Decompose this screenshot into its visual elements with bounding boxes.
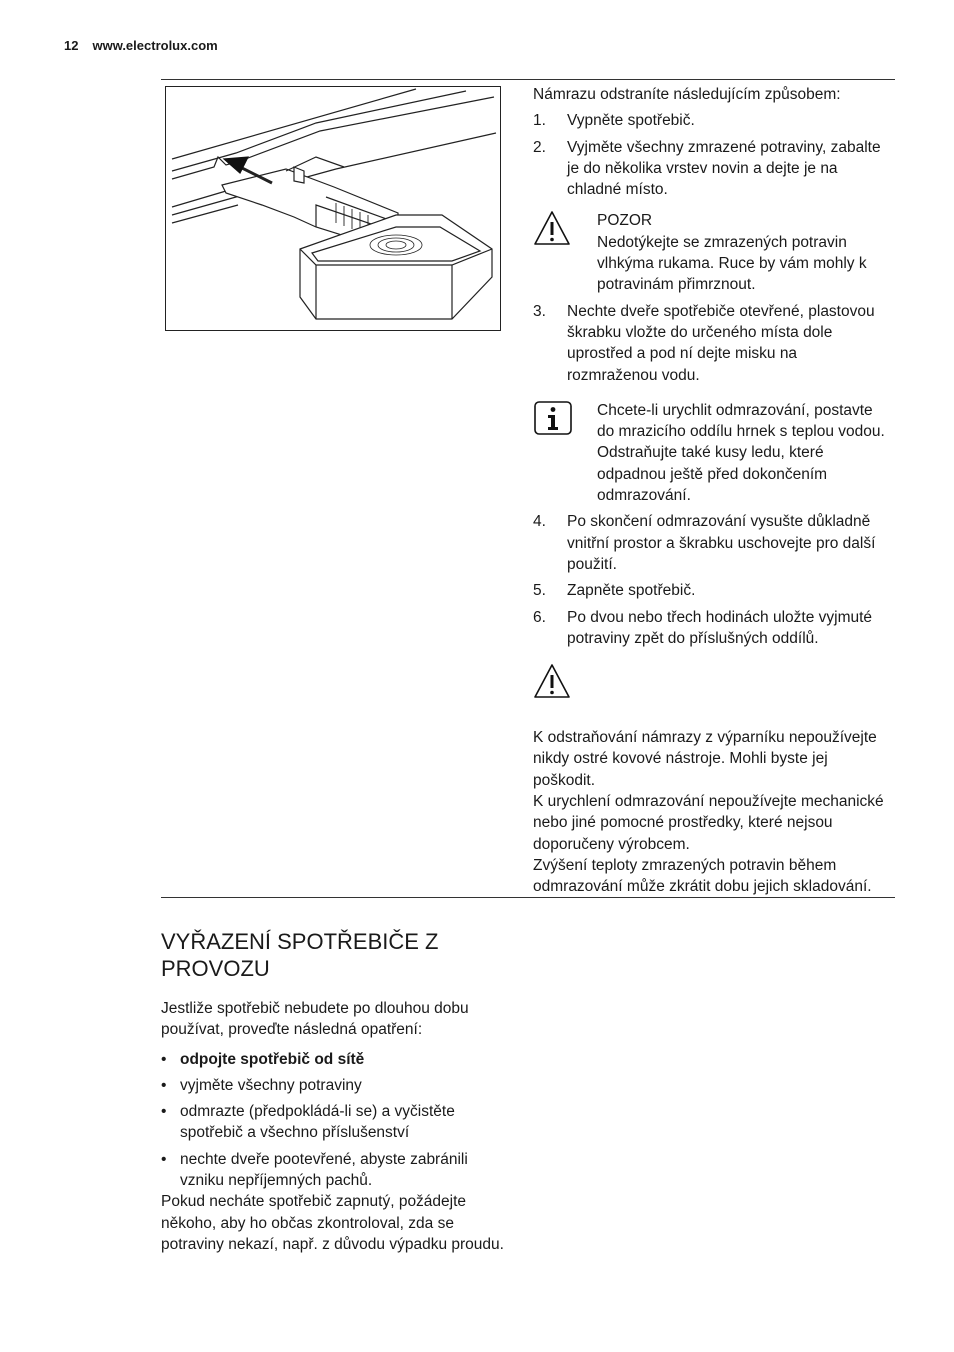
bullet-text: odpojte spotřebič od sítě bbox=[180, 1050, 365, 1068]
bullet-dot: • bbox=[161, 1103, 167, 1121]
top-rule bbox=[161, 79, 895, 80]
caution-text: Nedotýkejte se zmrazených potravin vlhkýma rukama. Ruce by vám mohly k potravinám přimrznout. bbox=[597, 233, 867, 294]
bullet-text: nechte dveře pootevřené, abyste zabránili vzniku nepříjemných pachů. bbox=[180, 1150, 468, 1190]
bullet-dot: • bbox=[161, 1150, 167, 1168]
bullet-item bbox=[161, 1075, 511, 1096]
step-text: Po dvou nebo třech hodinách uložte vyjmuté potraviny zpět do příslušných oddílů. bbox=[567, 608, 873, 647]
defrost-intro: Námrazu odstraníte následujícím způsobem: bbox=[533, 86, 841, 103]
info-text: Chcete-li urychlit odmrazování, postavte do mrazicího oddílu hrnek s teplou vodou. Odstraňujte také kusy ledu, které odpadnou ještě před dokončením odmrazování. bbox=[597, 401, 885, 505]
defrost-scraper-illustration bbox=[165, 86, 501, 331]
bullet-text: vyjměte všechny potraviny bbox=[180, 1076, 362, 1094]
caution-notice bbox=[533, 210, 885, 295]
step-6 bbox=[533, 607, 885, 650]
bullet-item bbox=[161, 1149, 511, 1192]
step-2 bbox=[533, 137, 885, 201]
bullet-dot: • bbox=[161, 1076, 167, 1094]
step-number: 6. bbox=[533, 608, 546, 626]
info-notice bbox=[533, 400, 885, 506]
step-number: 4. bbox=[533, 513, 546, 531]
warning-paragraph: K urychlení odmrazování nepoužívejte mechanické nebo jiné pomocné prostředky, které nejsou doporučeny výrobcem. bbox=[533, 793, 884, 853]
decommission-outro: Pokud necháte spotřebič zapnutý, požádejte někoho, aby ho občas zkontroloval, zda se potraviny nekazí, např. z důvodu výpadku proudu. bbox=[161, 1193, 504, 1253]
step-text: Nechte dveře spotřebiče otevřené, plastovou škrabku vložte do určeného místa dole uprostřed a pod ní dejte misku na rozmraženou vodu. bbox=[567, 302, 875, 384]
step-number: 3. bbox=[533, 302, 546, 320]
step-number: 2. bbox=[533, 138, 546, 156]
warning-notice bbox=[533, 663, 885, 713]
info-icon bbox=[533, 400, 573, 436]
website-link[interactable]: www.electrolux.com bbox=[92, 38, 218, 53]
decommission-intro: Jestliže spotřebič nebudete po dlouhou dobu používat, proveďte následná opatření: bbox=[161, 1000, 469, 1039]
caution-title: POZOR bbox=[597, 212, 653, 230]
step-text: Vyjměte všechny zmrazené potraviny, zabalte je do několika vrstev novin a dejte je na chladné místo. bbox=[567, 138, 881, 199]
step-5 bbox=[533, 580, 885, 601]
bullet-item bbox=[161, 1101, 511, 1144]
bullet-text: odmrazte (předpokládá-li se) a vyčistěte spotřebič a všechno příslušenství bbox=[180, 1103, 455, 1142]
warning-triangle-icon bbox=[533, 210, 571, 246]
step-text: Po skončení odmrazování vysušte důkladně vnitřní prostor a škrabku uschovejte pro další použití. bbox=[567, 513, 876, 573]
section-title: VYŘAZENÍ SPOTŘEBIČE Z PROVOZU bbox=[161, 929, 439, 981]
warning-paragraph: Zvýšení teploty zmrazených potravin během odmrazování může zkrátit dobu jejich skladování. bbox=[533, 856, 872, 896]
step-number: 5. bbox=[533, 582, 546, 600]
warning-paragraph: K odstraňování námrazy z výparníku nepoužívejte nikdy ostré kovové nástroje. Mohli byste jej poškodit. bbox=[533, 729, 877, 789]
bullet-dot: • bbox=[161, 1050, 167, 1068]
decommission-section bbox=[161, 928, 511, 1255]
step-1 bbox=[533, 110, 885, 131]
step-3 bbox=[533, 301, 885, 386]
defrost-instructions bbox=[533, 84, 885, 898]
warning-text bbox=[533, 727, 885, 897]
bullet-item bbox=[161, 1049, 511, 1070]
page-number: 12 bbox=[64, 38, 79, 53]
step-text: Vypněte spotřebič. bbox=[567, 112, 695, 130]
step-4 bbox=[533, 511, 885, 575]
step-number: 1. bbox=[533, 112, 546, 130]
warning-triangle-icon bbox=[533, 663, 571, 699]
step-text: Zapněte spotřebič. bbox=[567, 582, 696, 600]
page-header bbox=[64, 38, 218, 53]
